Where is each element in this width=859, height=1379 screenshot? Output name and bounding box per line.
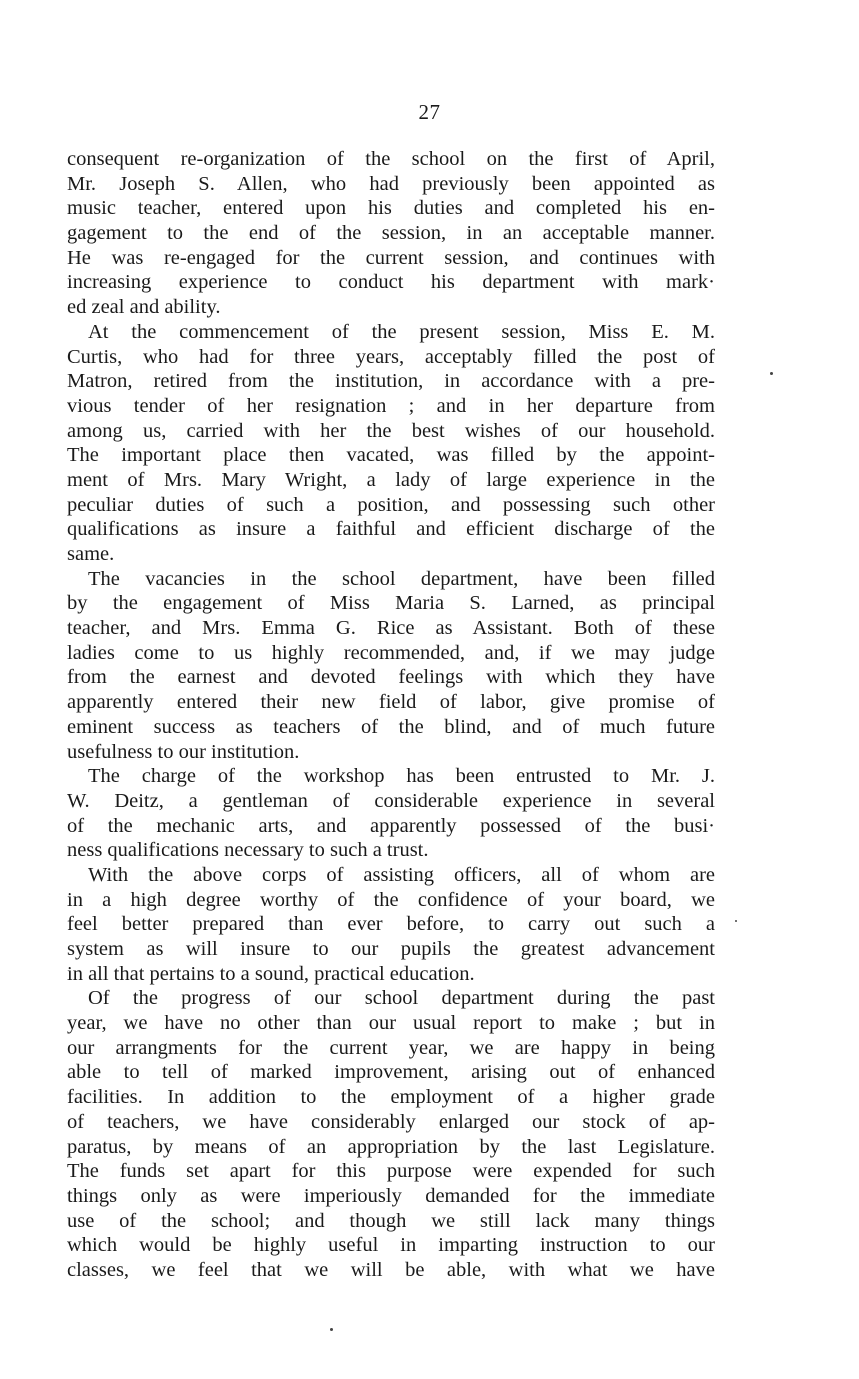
text-line: of teachers, we have considerably enlarged our stock of ap- — [67, 1110, 715, 1133]
text-line: vious tender of her resignation ; and in her departure from — [67, 394, 715, 417]
text-line: by the engagement of Miss Maria S. Larned, as principal — [67, 592, 715, 615]
text-line: ness qualifications necessary to such a trust. — [67, 839, 429, 862]
text-line: usefulness to our institution. — [67, 740, 300, 763]
text-line: With the above corps of assisting officers, all of whom are — [88, 863, 715, 886]
text-line: facilities. In addition to the employment of a higher grade — [67, 1086, 715, 1109]
scan-speck — [735, 920, 737, 922]
text-line: ment of Mrs. Mary Wright, a lady of large experience in the — [67, 468, 715, 491]
text-line: things only as were imperiously demanded for the immediate — [67, 1184, 715, 1207]
text-line: system as will insure to our pupils the greatest advancement — [67, 938, 715, 960]
text-line: Matron, retired from the institution, in accordance with a pre- — [67, 370, 715, 393]
text-line: ed zeal and ability. — [67, 296, 221, 319]
text-line: from the earnest and devoted feelings with which they have — [67, 666, 715, 689]
text-line: The funds set apart for this purpose were expended for such — [67, 1160, 715, 1183]
paragraph — [67, 863, 715, 986]
text-line: our arrangments for the current year, we are happy in being — [67, 1036, 715, 1059]
text-line: year, we have no other than our usual report to make ; but in — [67, 1012, 715, 1035]
text-line: gagement to the end of the session, in an acceptable manner. — [67, 222, 715, 245]
paragraph — [67, 986, 715, 1282]
text-line: The vacancies in the school department, have been filled — [88, 567, 715, 590]
text-line: in a high degree worthy of the confidence of your board, we — [67, 888, 715, 911]
text-line: feel better prepared than ever before, to carry out such a — [67, 913, 715, 936]
text-line: same. — [67, 543, 115, 565]
body-text — [67, 147, 715, 1283]
page-number: 27 — [418, 100, 441, 124]
text-line: The important place then vacated, was filled by the appoint- — [67, 444, 715, 467]
text-line: teacher, and Mrs. Emma G. Rice as Assistant. Both of these — [67, 617, 715, 640]
text-line: use of the school; and though we still lack many things — [67, 1209, 715, 1232]
text-line: in all that pertains to a sound, practical education. — [67, 962, 475, 985]
scan-speck — [330, 1328, 333, 1331]
paragraph — [67, 320, 715, 567]
text-line: qualifications as insure a faithful and efficient discharge of the — [67, 518, 715, 541]
text-line: consequent re-organization of the school on the first of April, — [67, 148, 715, 170]
paragraph — [67, 567, 715, 765]
text-line: among us, carried with her the best wishes of our household. — [67, 419, 715, 442]
text-line: classes, we feel that we will be able, with what we have — [67, 1258, 715, 1281]
text-line: apparently entered their new field of labor, give promise of — [67, 691, 715, 714]
paragraph — [67, 147, 715, 320]
text-line: of the mechanic arts, and apparently possessed of the busi· — [67, 814, 715, 837]
text-line: which would be highly useful in imparting instruction to our — [67, 1234, 715, 1257]
text-line: eminent success as teachers of the blind, and of much future — [67, 715, 715, 738]
text-line: Curtis, who had for three years, acceptably filled the post of — [67, 345, 715, 368]
text-line: music teacher, entered upon his duties and completed his en- — [67, 197, 715, 220]
text-line: ladies come to us highly recommended, and, if we may judge — [67, 641, 715, 664]
text-line: Of the progress of our school department during the past — [88, 987, 715, 1010]
text-line: increasing experience to conduct his department with mark· — [67, 271, 715, 294]
text-line: paratus, by means of an appropriation by the last Legislature. — [67, 1135, 715, 1158]
text-line: Mr. Joseph S. Allen, who had previously been appointed as — [67, 172, 715, 195]
text-line: At the commencement of the present session, Miss E. M. — [88, 320, 715, 343]
text-line: He was re-engaged for the current session, and continues with — [67, 246, 715, 269]
text-line: The charge of the workshop has been entrusted to Mr. J. — [88, 765, 715, 788]
paragraph — [67, 764, 715, 863]
scan-speck — [770, 372, 773, 375]
text-line: W. Deitz, a gentleman of considerable experience in several — [67, 789, 715, 812]
text-line: peculiar duties of such a position, and possessing such other — [67, 493, 715, 516]
text-line: able to tell of marked improvement, arising out of enhanced — [67, 1061, 715, 1084]
